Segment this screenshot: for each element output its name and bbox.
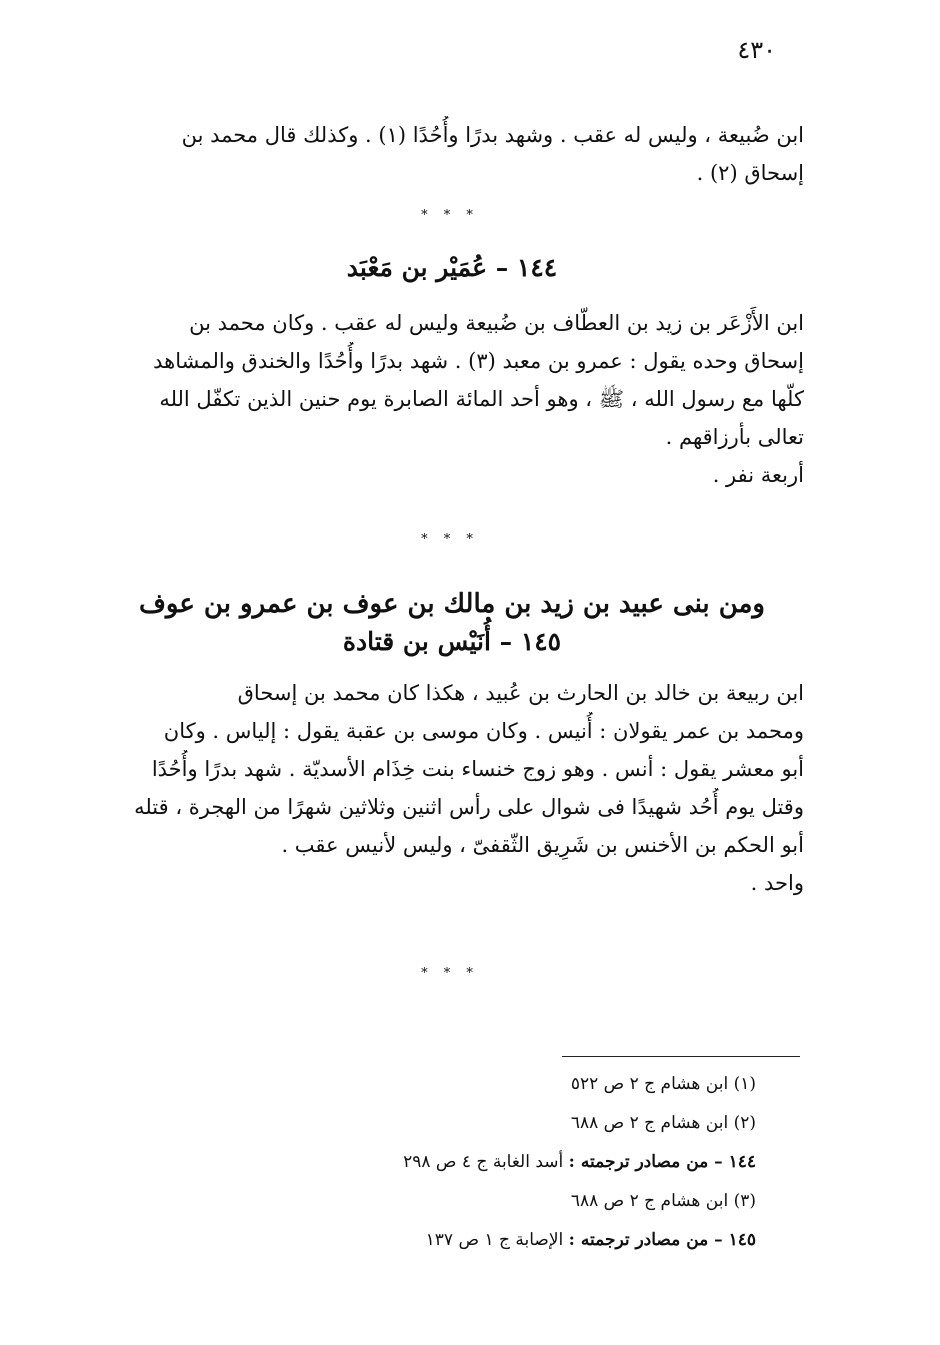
paragraph-line: أبو الحكم بن الأخنس بن شَرِيق الثّقفىّ ، وليس لأنيس عقب . xyxy=(281,833,804,857)
paragraph-line: إسحاق وحده يقول : عمرو بن معبد (٣) . شهد بدرًا وأُحُدًا والخندق والمشاهد xyxy=(153,349,804,373)
footnote xyxy=(300,1072,756,1096)
paragraph-line: ابن الأَزْعَر بن زيد بن العطّاف بن ضُبيعة وليس له عقب . وكان محمد بن xyxy=(189,311,804,335)
paragraph-line: ابن ربيعة بن خالد بن الحارث بن عُبيد ، هكذا كان محمد بن إسحاق xyxy=(237,681,804,705)
section-separator: * * * xyxy=(421,208,479,223)
footnote-text: أسد الغابة ج ٤ ص ٢٩٨ xyxy=(403,1152,564,1172)
footnote-label: ١٤٥ – من مصادر ترجمته : xyxy=(568,1230,756,1250)
paragraph-line: ابن ضُبيعة ، وليس له عقب . وشهد بدرًا وأُحُدًا (١) . وكذلك قال محمد بن xyxy=(181,123,804,147)
section-separator: * * * xyxy=(421,532,479,547)
footnote xyxy=(300,1189,756,1213)
footnote-text: (١) ابن هشام ج ٢ ص ٥٢٢ xyxy=(570,1074,756,1094)
footnote xyxy=(300,1150,756,1174)
paragraph-line: إسحاق (٢) . xyxy=(696,161,804,185)
footnote-text: (٣) ابن هشام ج ٢ ص ٦٨٨ xyxy=(570,1191,756,1211)
entry-144-body xyxy=(100,304,804,494)
footnote xyxy=(300,1111,756,1135)
footnote-divider xyxy=(562,1056,800,1057)
paragraph-line: ومحمد بن عمر يقولان : أُنيس . وكان موسى بن عقبة يقول : إلياس . وكان xyxy=(163,719,804,743)
entry-heading-145: ١٤٥ – أُنَيْس بن قتادة xyxy=(342,627,562,656)
paragraph-line: تعالى بأرزاقهم . xyxy=(665,425,804,449)
entry-heading-144: ١٤٤ – عُمَيْر بن مَعْبَد xyxy=(346,253,558,282)
footnote xyxy=(300,1228,756,1252)
entry-count: واحد . xyxy=(750,871,804,895)
paragraph-line: كلّها مع رسول الله ، ﷺ ، وهو أحد المائة الصابرة يوم حنين الذين تكفّل الله xyxy=(159,387,804,411)
entry-count: أربعة نفر . xyxy=(712,463,804,487)
intro-paragraph xyxy=(100,116,804,192)
section-separator: * * * xyxy=(421,966,479,981)
section-heading: ومن بنى عبيد بن زيد بن مالك بن عوف بن عمرو بن عوف xyxy=(138,589,765,619)
footnote-text: الإصابة ج ١ ص ١٣٧ xyxy=(425,1230,564,1250)
paragraph-line: أبو معشر يقول : أنس . وهو زوج خنساء بنت خِذَام الأسديّة . شهد بدرًا وأُحُدًا xyxy=(151,757,804,781)
page-number: ٤٣٠ xyxy=(737,36,776,64)
entry-145-body xyxy=(100,674,804,902)
footnote-text: (٢) ابن هشام ج ٢ ص ٦٨٨ xyxy=(570,1113,756,1133)
footnote-label: ١٤٤ – من مصادر ترجمته : xyxy=(568,1152,756,1172)
paragraph-line: وقتل يوم أُحُد شهيدًا فى شوال على رأس اثنين وثلاثين شهرًا من الهجرة ، قتله xyxy=(134,795,804,819)
